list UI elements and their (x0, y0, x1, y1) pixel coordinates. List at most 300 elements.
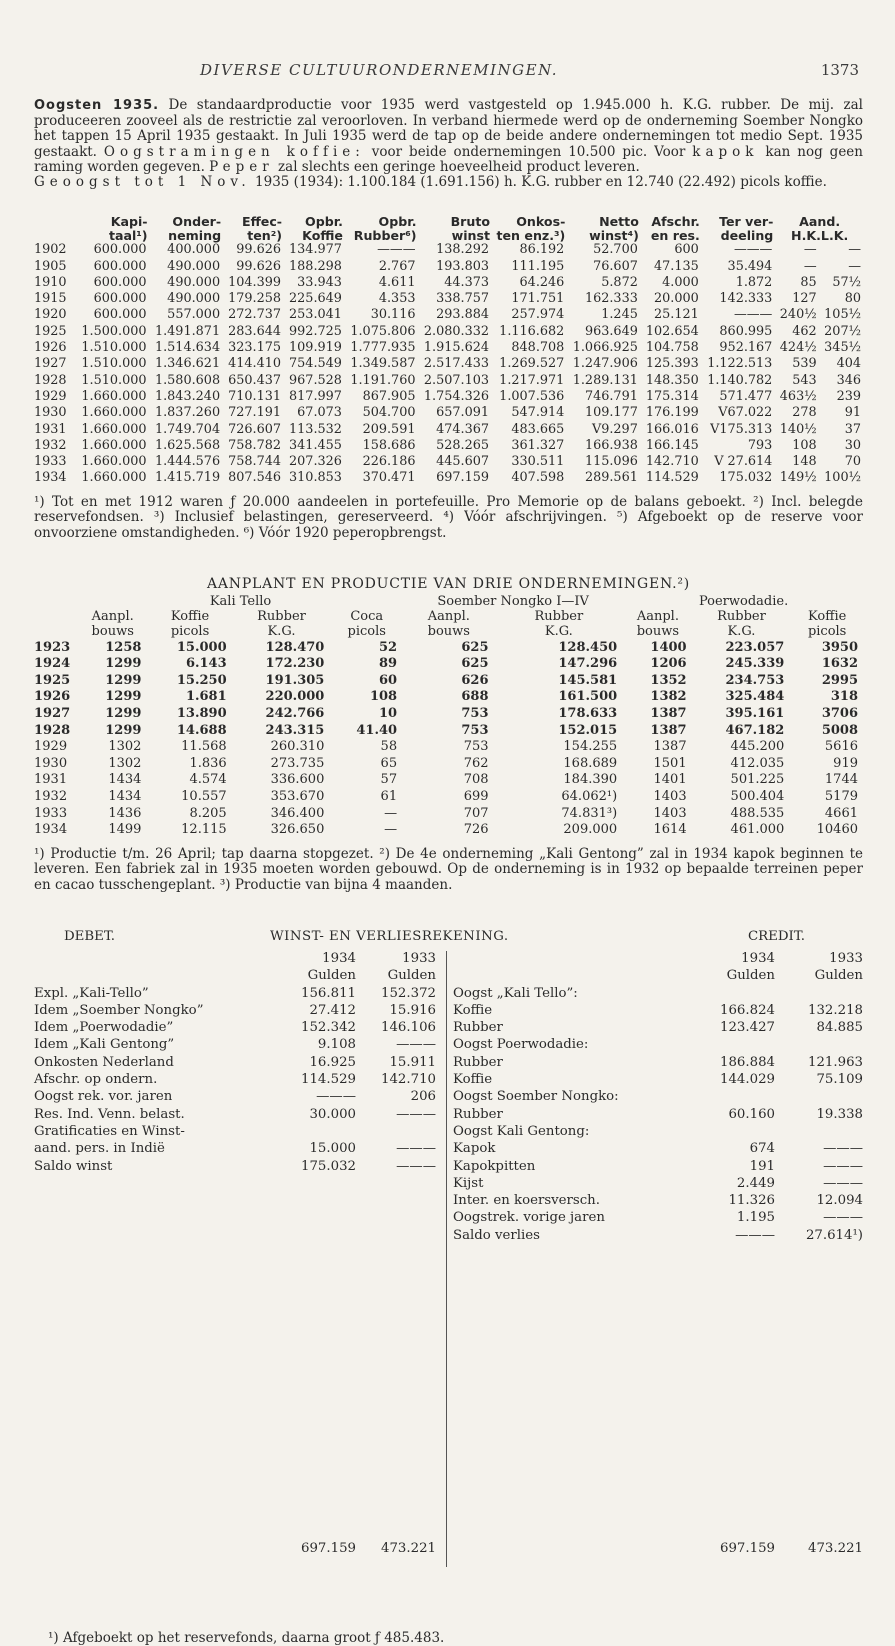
debet-label: Saldo winst (34, 1158, 113, 1174)
debet-label: aand. pers. in Indië (34, 1141, 165, 1157)
aanplant-value-cell: 1299 (105, 689, 142, 705)
kapitaal-year-cell: 1931 (34, 421, 67, 437)
credit-row (447, 986, 865, 1003)
aanplant-header-cell: Rubber (257, 608, 306, 624)
kapitaal-value-cell: 80 (844, 291, 861, 307)
kapitaal-value-cell: 109.177 (584, 405, 638, 421)
aanplant-value-cell: 65 (380, 755, 398, 771)
aanplant-value-cell: 1400 (650, 639, 687, 655)
kapitaal-value-cell: 952.167 (719, 340, 773, 356)
kapitaal-value-cell: 239 (836, 388, 861, 404)
kapok-text: kan nog geen raming worden gegeven. (34, 143, 863, 175)
aanplant-value-cell: 128.450 (558, 639, 618, 655)
aanplant-value-cell: 10.557 (181, 788, 227, 804)
kapitaal-year-cell: 1926 (34, 340, 67, 356)
kapitaal-value-cell: 445.607 (436, 454, 490, 470)
kapitaal-value-cell: 127 (792, 291, 817, 307)
aanplant-value-cell: 1632 (821, 656, 858, 672)
aanplant-header-cell: picols (170, 623, 210, 639)
aanplant-value-cell: 753 (463, 739, 489, 755)
aanplant-value-cell: 64.062¹) (561, 788, 618, 804)
aanplant-value-cell: 128.470 (265, 639, 325, 655)
kapitaal-value-cell: 102.654 (645, 323, 699, 339)
kapitaal-value-cell: 310.853 (289, 470, 342, 486)
aanplant-value-cell: 699 (463, 788, 489, 804)
credit-value-1934: ——— (735, 1227, 775, 1243)
kapitaal-value-cell: 44.373 (444, 274, 490, 290)
kapitaal-header-cell: ten²) (247, 227, 283, 243)
kapitaal-value-cell: 1.660.000 (81, 470, 147, 486)
aanplant-value-cell: 52 (379, 639, 398, 655)
aanplant-header-cell: Rubber (717, 608, 766, 624)
group-poerwodadie: Poerwodadie. (698, 593, 789, 609)
credit-value-1934: 166.824 (720, 1002, 775, 1018)
aanplant-value-cell: 919 (833, 755, 858, 771)
credit-value-1933: 75.109 (816, 1072, 863, 1088)
kapok-word: kapok (692, 143, 759, 160)
credit-unit-1933: Gulden (814, 968, 863, 984)
aanplant-header-cell: picols (807, 623, 847, 639)
kapitaal-value-cell: V 27.614 (714, 454, 773, 470)
kapitaal-value-cell: 1.660.000 (81, 437, 147, 453)
kapitaal-value-cell: 134.977 (289, 242, 342, 258)
debet-total-1933: 473.221 (381, 1540, 436, 1556)
credit-value-1933: 84.885 (816, 1020, 863, 1036)
aanplant-value-cell: 325.484 (725, 689, 785, 705)
aanplant-value-cell: 6.143 (185, 656, 227, 672)
kapitaal-row (34, 275, 864, 291)
credit-label: Oogst Soember Nongko: (453, 1089, 619, 1105)
aanplant-header-cell: K.G. (727, 623, 756, 639)
aanplant-year-cell: 1934 (34, 822, 68, 838)
debet-value-1933: 142.710 (381, 1072, 436, 1088)
kapitaal-value-cell: 166.016 (645, 421, 699, 437)
kapitaal-value-cell: 657.091 (436, 405, 490, 421)
kapitaal-value-cell: 67.073 (297, 405, 342, 421)
kapitaal-value-cell: 528.265 (436, 437, 490, 453)
debet-row (34, 1141, 446, 1158)
aanplant-value-cell: 8.205 (189, 805, 227, 821)
aanplant-value-cell: 4.574 (189, 772, 227, 788)
kapitaal-value-cell: 370.471 (362, 470, 416, 486)
aanplant-value-cell: 1436 (108, 805, 142, 821)
credit-value-1934: 123.427 (720, 1020, 775, 1036)
aanplant-value-cell: 12.115 (181, 822, 227, 838)
credit-row (447, 1124, 865, 1141)
credit-value-1933: ——— (823, 1141, 863, 1157)
credit-label: Koffie (453, 1072, 493, 1088)
credit-row (447, 1072, 865, 1089)
kapitaal-value-cell: 283.644 (228, 323, 282, 339)
kapitaal-header-cell: deeling (720, 227, 774, 243)
aanplant-value-cell: 13.890 (176, 705, 227, 721)
aanplant-value-cell: 243.315 (265, 722, 325, 738)
kapitaal-value-cell: 462 (792, 323, 817, 339)
intro-paragraph (34, 98, 863, 191)
kapitaal-value-cell: 226.186 (362, 454, 416, 470)
running-head-title: DIVERSE CULTUURONDERNEMINGEN. (200, 61, 559, 79)
aanplant-value-cell: 5179 (824, 788, 858, 804)
kapitaal-value-cell: 600.000 (93, 274, 147, 290)
credit-value-1933: 27.614¹) (805, 1227, 863, 1243)
aanplant-row (34, 673, 864, 690)
kapitaal-value-cell: 289.561 (584, 470, 638, 486)
kapitaal-year-cell: 1905 (34, 258, 67, 274)
aanplant-group-row (34, 595, 864, 610)
debet-row (34, 1089, 446, 1106)
kapitaal-value-cell: 1.122.513 (707, 356, 773, 372)
kapitaal-value-cell: 963.649 (584, 323, 638, 339)
kapitaal-value-cell: 1.749.704 (154, 421, 221, 437)
kapitaal-value-cell: 1.777.935 (350, 340, 416, 356)
running-head (0, 62, 895, 82)
aanplant-year-cell: 1928 (34, 722, 71, 738)
kapitaal-value-cell: 207½ (824, 323, 861, 339)
aanplant-value-cell: 11.568 (181, 739, 227, 755)
aanplant-value-cell: 753 (461, 705, 489, 721)
kapitaal-value-cell: 1.191.760 (350, 372, 416, 388)
debet-value-1933: 15.916 (389, 1002, 436, 1018)
kapitaal-value-cell: 338.757 (436, 291, 490, 307)
credit-row (447, 1020, 865, 1037)
kapitaal-row (34, 324, 864, 340)
kapitaal-value-cell: 557.000 (167, 307, 221, 323)
kapitaal-value-cell: 424½ (779, 340, 817, 356)
aanplant-value-cell: — (384, 822, 398, 838)
kapitaal-table (34, 215, 864, 487)
kapitaal-row (34, 356, 864, 372)
aanplant-row (34, 806, 864, 823)
kapitaal-value-cell: ——— (733, 242, 773, 258)
raming-label: Oogstramingen koffie: (103, 143, 365, 160)
aanplant-value-cell: 626 (461, 672, 489, 688)
kapitaal-value-cell: — (803, 242, 817, 258)
kapitaal-value-cell: — (848, 258, 861, 274)
credit-row (447, 1003, 865, 1020)
aanplant-header-cell: bouws (636, 623, 680, 639)
kapitaal-value-cell: 1.245 (601, 307, 638, 323)
debet-unit-1933: Gulden (387, 968, 436, 984)
debet-rows (34, 986, 446, 1176)
kapitaal-value-cell: 108 (792, 437, 817, 453)
kapitaal-value-cell: 1.217.971 (499, 372, 565, 388)
aanplant-row (34, 739, 864, 756)
kapitaal-value-cell: 175.032 (719, 470, 773, 486)
kapitaal-value-cell: 404 (836, 356, 861, 372)
kapitaal-value-cell: 345½ (824, 340, 861, 356)
kapitaal-value-cell: 142.710 (645, 454, 699, 470)
aanplant-value-cell: 4661 (824, 805, 858, 821)
kapitaal-value-cell: 1.444.576 (154, 454, 221, 470)
kapitaal-value-cell: 1.289.131 (572, 372, 638, 388)
kapitaal-value-cell: 138.292 (436, 242, 490, 258)
aanplant-value-cell: 467.182 (725, 722, 785, 738)
kapitaal-value-cell: 104.758 (645, 340, 699, 356)
aanplant-value-cell: 108 (369, 689, 398, 705)
kapitaal-year-cell: 1902 (34, 242, 67, 258)
kapitaal-value-cell: 240½ (779, 307, 817, 323)
credit-rows (447, 986, 865, 1245)
kapitaal-row (34, 308, 864, 324)
debet-value-1934: ——— (316, 1089, 356, 1105)
kapitaal-value-cell: 992.725 (289, 323, 342, 339)
aanplant-year-cell: 1923 (34, 639, 71, 655)
kapitaal-value-cell: 727.191 (228, 405, 282, 421)
kapitaal-value-cell: 115.096 (584, 454, 638, 470)
debet-value-1933: ——— (396, 1037, 436, 1053)
kapitaal-row (34, 389, 864, 405)
debet-row (34, 1020, 446, 1037)
aanplant-value-cell: 625 (461, 656, 489, 672)
credit-label: Oogst Poerwodadie: (453, 1037, 589, 1053)
aanplant-body (34, 640, 864, 839)
debet-row (34, 1124, 446, 1141)
kapitaal-value-cell: 1.491.871 (154, 323, 221, 339)
kapitaal-value-cell: 47.135 (654, 258, 699, 274)
debet-value-1933: 146.106 (381, 1020, 436, 1036)
credit-label: Rubber (453, 1106, 503, 1122)
kapitaal-value-cell: 162.333 (584, 291, 638, 307)
kapitaal-value-cell: 543 (792, 372, 817, 388)
kapitaal-value-cell: 600.000 (93, 307, 147, 323)
kapitaal-value-cell: 293.884 (436, 307, 490, 323)
kapitaal-header-cell: Opbr. (305, 213, 343, 229)
credit-label: Oogst Kali Gentong: (453, 1123, 590, 1139)
credit-value-1934: 144.029 (720, 1072, 775, 1088)
kapitaal-value-cell: 1.514.634 (154, 340, 221, 356)
aanplant-header-cell: Rubber (534, 608, 584, 624)
kapitaal-value-cell: ——— (377, 242, 416, 258)
kapitaal-body (34, 242, 864, 486)
debet-heading: DEBET. (64, 928, 115, 944)
kapitaal-value-cell: 4.353 (378, 291, 416, 307)
debet-label: Idem „Poerwodadie” (34, 1020, 174, 1036)
debet-value-1934: 15.000 (309, 1141, 356, 1157)
peper-text: zal slechts een geringe hoeveelheid product leveren. (278, 158, 640, 175)
kapitaal-value-cell: 171.751 (511, 291, 565, 307)
kapitaal-value-cell: 1.349.587 (350, 356, 416, 372)
aanplant-value-cell: 318 (830, 689, 858, 705)
aanplant-value-cell: — (384, 805, 398, 821)
kapitaal-value-cell: 341.455 (289, 437, 342, 453)
kapitaal-value-cell: 1.660.000 (81, 421, 147, 437)
credit-row (447, 1176, 865, 1193)
kapitaal-value-cell: 175.314 (645, 388, 699, 404)
kapitaal-year-cell: 1928 (34, 372, 67, 388)
kapitaal-value-cell: 1.346.621 (154, 356, 221, 372)
debet-value-1934: 30.000 (309, 1106, 356, 1122)
kapitaal-value-cell: 867.905 (362, 388, 416, 404)
kapitaal-row (34, 259, 864, 275)
kapitaal-value-cell: 225.649 (289, 291, 342, 307)
kapitaal-value-cell: 85 (800, 274, 817, 290)
intro-lead: Oogsten 1935. (34, 98, 160, 113)
kapitaal-value-cell: 1.754.326 (423, 388, 490, 404)
aanplant-value-cell: 326.650 (270, 822, 325, 838)
credit-total-1934: 697.159 (720, 1540, 775, 1556)
credit-row (447, 1141, 865, 1158)
aanplant-row (34, 772, 864, 789)
aanplant-value-cell: 1614 (653, 822, 687, 838)
aanplant-year-cell: 1927 (34, 705, 71, 721)
aanplant-header-cell: bouws (427, 623, 470, 639)
kapitaal-row (34, 438, 864, 454)
kapitaal-value-cell: 166.938 (584, 437, 638, 453)
aanplant-value-cell: 152.015 (558, 722, 618, 738)
kapitaal-value-cell: 1.872 (735, 274, 773, 290)
debet-value-1934: 9.108 (317, 1037, 356, 1053)
aanplant-value-cell: 245.339 (725, 656, 785, 672)
aanplant-value-cell: 1206 (650, 656, 687, 672)
aanplant-value-cell: 412.035 (730, 755, 785, 771)
aanplant-value-cell: 3950 (821, 639, 858, 655)
kapitaal-year-cell: 1932 (34, 437, 67, 453)
aanplant-value-cell: 726 (463, 822, 489, 838)
aanplant-header-cell: K.G. (267, 623, 296, 639)
kapitaal-value-cell: ——— (733, 307, 773, 323)
kapitaal-value-cell: 20.000 (654, 291, 699, 307)
kapitaal-header-cell: Netto (599, 213, 639, 229)
aanplant-value-cell: 10460 (816, 822, 858, 838)
kapitaal-value-cell: 504.700 (362, 405, 416, 421)
kapitaal-value-cell: 188.298 (289, 258, 342, 274)
aanplant-value-cell: 41.40 (356, 722, 398, 738)
kapitaal-value-cell: 1.660.000 (81, 454, 147, 470)
kapitaal-notes: ¹) Tot en met 1912 waren ƒ 20.000 aandeelen in portefeuille. Pro Memorie op de balans geboekt. ²) Incl. belegde reservefondsen. ³) Inclusief belastingen, gereserveerd. ⁴) Vóór afschrijvingen. ⁵) Afgeboekt op de reserve voor onvoorziene omstandigheden. ⁶) Vóór 1920 peperopbrengst. (34, 493, 863, 541)
aanplant-header-cell: Aanpl. (91, 608, 134, 624)
aanplant-year-cell: 1932 (34, 788, 68, 804)
credit-row (447, 1228, 865, 1245)
kapitaal-value-cell: 490.000 (167, 274, 221, 290)
kapitaal-year-cell: 1915 (34, 291, 67, 307)
debet-row (34, 1003, 446, 1020)
kapitaal-header-row-1 (34, 215, 864, 229)
debet-label: Gratificaties en Winst- (34, 1123, 185, 1139)
aanplant-value-cell: 1387 (650, 722, 687, 738)
aanplant-value-cell: 688 (461, 689, 489, 705)
credit-label: Kapok (453, 1141, 496, 1157)
kapitaal-header-row-2 (34, 229, 864, 243)
aanplant-header-cell: K.G. (544, 623, 573, 639)
aanplant-value-cell: 1299 (105, 656, 142, 672)
credit-value-1934: 191 (749, 1158, 775, 1174)
credit-label: Rubber (453, 1054, 503, 1070)
aanplant-table (34, 595, 864, 839)
kapitaal-value-cell: 148 (792, 454, 817, 470)
kapitaal-header-cell: neming (168, 227, 222, 243)
debet-label: Afschr. op ondern. (34, 1072, 158, 1088)
rekening-footnote: ¹) Afgeboekt op het reservefonds, daarna groot ƒ 485.483. (48, 1629, 445, 1646)
kapitaal-value-cell: — (848, 242, 861, 258)
aanplant-header-cell: Coca (350, 608, 384, 624)
kapitaal-value-cell: 2.517.433 (423, 356, 490, 372)
aanplant-value-cell: 172.230 (265, 656, 325, 672)
kapitaal-header-cell: Koffie (302, 227, 343, 243)
kapitaal-year-cell: 1930 (34, 405, 67, 421)
kapitaal-header-cell (34, 229, 76, 243)
kapitaal-value-cell: 848.708 (511, 340, 565, 356)
kapitaal-value-cell: 807.546 (228, 470, 282, 486)
debet-value-1934: 27.412 (309, 1002, 356, 1018)
kapitaal-value-cell: 166.145 (645, 437, 699, 453)
kapitaal-value-cell: — (803, 258, 817, 274)
aanplant-header-cell: picols (347, 623, 386, 639)
aanplant-sub-row-2 (34, 625, 864, 640)
kapitaal-value-cell: 571.477 (719, 388, 773, 404)
debet-label: Idem „Kali Gentong” (34, 1037, 175, 1053)
aanplant-value-cell: 168.689 (563, 755, 618, 771)
kapitaal-value-cell: 109.919 (289, 340, 342, 356)
kapitaal-value-cell: 257.974 (511, 307, 565, 323)
kapitaal-header-cell: Effec- (241, 213, 283, 229)
credit-value-1933: 132.218 (808, 1002, 863, 1018)
kapitaal-value-cell: 407.598 (511, 470, 565, 486)
kapitaal-value-cell: V175.313 (710, 421, 773, 437)
kapitaal-year-cell: 1920 (34, 307, 67, 323)
kapitaal-value-cell: 346 (836, 372, 861, 388)
kapitaal-value-cell: 967.528 (289, 372, 342, 388)
credit-row (447, 1159, 865, 1176)
aanplant-value-cell: 184.390 (563, 772, 618, 788)
kapitaal-value-cell: 414.410 (228, 356, 282, 372)
aanplant-value-cell: 707 (463, 805, 489, 821)
aanplant-value-cell: 223.057 (725, 639, 785, 655)
credit-value-1933: 12.094 (816, 1193, 863, 1209)
kapitaal-header-cell: taal¹) (108, 227, 148, 243)
kapitaal-row (34, 454, 864, 470)
aanplant-value-cell: 5008 (821, 722, 858, 738)
debet-value-1933: 15.911 (389, 1054, 436, 1070)
kapitaal-header-cell: Onder- (172, 213, 222, 229)
kapitaal-row (34, 291, 864, 307)
credit-label: Kapokpitten (453, 1158, 536, 1174)
aanplant-value-cell: 1299 (105, 722, 142, 738)
aanplant-value-cell: 1499 (108, 822, 142, 838)
kapitaal-value-cell: 400.000 (167, 242, 221, 258)
credit-row (447, 1193, 865, 1210)
credit-side (446, 951, 865, 1567)
kapitaal-value-cell: 697.159 (436, 470, 490, 486)
kapitaal-value-cell: V9.297 (591, 421, 638, 437)
kapitaal-value-cell: 1.007.536 (499, 388, 565, 404)
kapitaal-header-cell: Rubber⁶) (353, 227, 417, 243)
kapitaal-value-cell: 111.195 (511, 258, 565, 274)
kapitaal-value-cell: 1.500.000 (81, 323, 147, 339)
kapitaal-value-cell: 100½ (824, 470, 861, 486)
kapitaal-value-cell: 746.791 (584, 388, 638, 404)
kapitaal-value-cell: 158.686 (362, 437, 416, 453)
kapitaal-value-cell: 600.000 (93, 242, 147, 258)
aanplant-header-cell: Koffie (170, 608, 210, 624)
aanplant-row (34, 690, 864, 707)
kapitaal-value-cell: 490.000 (167, 291, 221, 307)
kapitaal-value-cell: 114.529 (645, 470, 699, 486)
aanplant-value-cell: 15.000 (176, 639, 227, 655)
debet-value-1933: 152.372 (381, 985, 436, 1001)
kapitaal-value-cell: 463½ (779, 388, 817, 404)
kapitaal-value-cell: 726.607 (228, 421, 282, 437)
kapitaal-value-cell: 57½ (832, 274, 861, 290)
kapitaal-value-cell: 1.066.925 (572, 340, 638, 356)
credit-label: Inter. en koersversch. (453, 1193, 600, 1209)
aanplant-year-cell: 1933 (34, 805, 68, 821)
credit-row (447, 1055, 865, 1072)
debet-value-1933: ——— (396, 1106, 436, 1122)
kapitaal-value-cell: 1.837.260 (154, 405, 221, 421)
kapitaal-value-cell: 35.494 (727, 258, 773, 274)
debet-row (34, 1107, 446, 1124)
peper-word: Peper (209, 158, 274, 175)
